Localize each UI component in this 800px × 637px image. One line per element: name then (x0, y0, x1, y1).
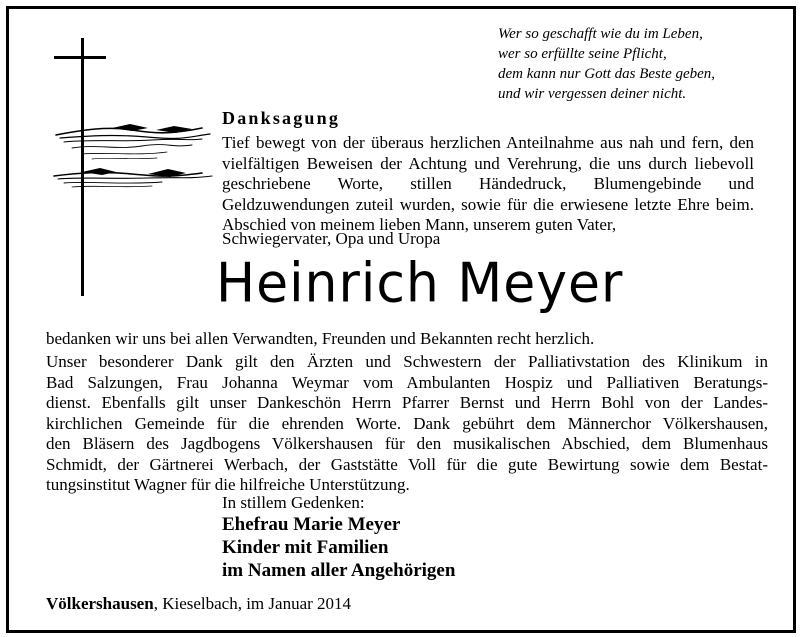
body-line: den Bläsern des Jagdbogens Völkershausen für den musikalischen Abschied, dem Blumenhaus (46, 434, 768, 453)
poem-line: Wer so geschafft wie du im Leben, (498, 26, 703, 42)
body-line: tungsinstitut Wagner für die hilfreiche Unterstützung. (46, 475, 410, 494)
body-line: dienst. Ebenfalls gilt unser Dankeschön Herrn Pfarrer Bernst und Herrn Bohl von der Landes- (46, 393, 768, 412)
cross-landscape-icon (52, 38, 217, 298)
footer (46, 594, 351, 614)
intro-paragraph: Tief bewegt von der überaus herzlichen Anteilnahme aus nah und fern, den vielfältigen Beweisen der Achtung und Verehrung, die uns durch liebevoll geschriebene Worte, stillen Händedruck, Blumengebinde und Geldzuwendungen zuteil wurden, sowie für die erwiesene letzte Ehre beim. Abschied von meinem lieben Mann, unserem guten Vater, (222, 133, 754, 234)
signer: im Namen aller Angehörigen (222, 560, 456, 581)
thanks-line: bedanken wir uns bei allen Verwandten, Freunden und Bekannten recht herzlich. (46, 329, 595, 348)
body-line: Bad Salzungen, Frau Johanna Weymar vom Ambulanten Hospiz und Palliativen Beratungs- (46, 372, 768, 392)
signers (222, 513, 455, 582)
intro-last-line: Schwiegervater, Opa und Uropa (222, 229, 441, 248)
heading-danksagung: Danksagung (222, 108, 341, 128)
body-line: Unser besonderer Dank gilt den Ärzten und Schwestern der Palliativstation des Klinikum in (46, 352, 768, 371)
poem-line: dem kann nur Gott das Beste geben, (498, 66, 716, 82)
poem-line: wer so erfüllte seine Pflicht, (498, 46, 667, 62)
deceased-name: Heinrich Meyer (216, 252, 624, 315)
signer: Ehefrau Marie Meyer (222, 514, 401, 535)
memorial-line: In stillem Gedenken: (222, 493, 365, 512)
body-line: Schmidt, der Gärtnerei Werbach, der Gaststätte Voll für die gute Bewirtung sowie dem Bestat- (46, 454, 768, 474)
footer-rest: , Kieselbach, im Januar 2014 (153, 594, 352, 613)
poem (498, 24, 715, 104)
body-line: kirchlichen Gemeinde für die ehrenden Worte. Dank gebührt dem Männerchor Völkershausen, (46, 413, 768, 433)
poem-line: und wir vergessen deiner nicht. (498, 86, 687, 102)
body-paragraph (46, 352, 768, 496)
footer-place: Völkershausen (46, 594, 154, 613)
signer: Kinder mit Familien (222, 537, 389, 558)
